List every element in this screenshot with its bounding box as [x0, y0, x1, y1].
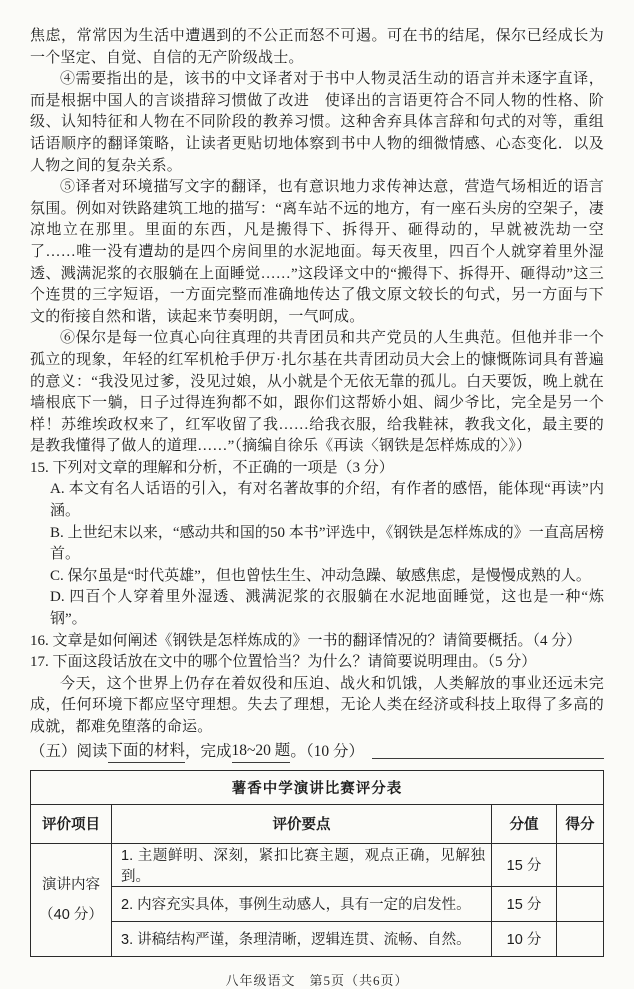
points-cell: 15 分 [492, 843, 557, 886]
table-row [31, 886, 604, 921]
passage-paragraph-6: ⑥保尔是每一位真心向往真理的共青团员和共产党员的人生典范。但他并非一个孤立的现象，年轻的红军机枪手伊万·扎尔基在共青团动员大会上的慷慨陈词具有普遍的意义：“我没见过爹，没见过娘，从小就是个无依无靠的孤儿。白天要饭，晚上就在墙根底下一躺，日子过得连狗都不如，跟你们这帮娇小姐、阔少爷比，完全是另一个样！苏维埃政权来了，红军收留了我……给我衣服，给我鞋袜，教我文化，最主要的是教我懂得了做人的道理……”（摘编自徐乐《再读〈钢铁是怎样炼成的〉》） [30, 330, 604, 455]
table-title-row [31, 770, 604, 804]
passage-paragraph-continuation: 焦虑，常常因为生活中遭遇到的不公正而怒不可遏。可在书的结尾，保尔已经成长为一个坚定、自觉、自信的无产阶级战士。 [30, 28, 604, 66]
section-5-heading-part: ，完成 [185, 742, 232, 760]
earned-score-cell [557, 886, 604, 921]
question-16-stem: 16. 文章是如何阐述《钢铁是怎样炼成的》一书的翻译情况的？请简要概括。（4 分） [30, 632, 582, 649]
question-15-stem: 15. 下列对文章的理解和分析，不正确的一项是（3 分） [30, 459, 394, 476]
column-header-item: 评价项目 [31, 804, 112, 843]
criteria-cell: 1. 主题鲜明、深刻，紧扣比赛主题，观点正确，见解独到。 [112, 843, 492, 886]
criteria-cell: 2. 内容充实具体，事例生动感人，具有一定的启发性。 [112, 886, 492, 921]
passage-paragraph-5: ⑤译者对环境描写文字的翻译，也有意识地力求传神达意，营造气场相近的语言氛围。例如对铁路建筑工地的描写：“离车站不远的地方，有一座石头房的空架子，凄凉地立在那里。里面的东西，凡是搬得下、拆得开、砸得动的，早就被洗劫一空了……唯一没有遭劫的是四个房间里的水泥地面。每天夜里，四百个人就穿着里外湿透、溅满泥浆的衣服躺在上面睡觉……”这段译文中的“搬得下、拆得开、砸得动”这三个连贯的三字短语，一方面完整而准确地传达了俄文原文较长的句式，另一方面与下文的衔接自然和谐，读起来节奏明朗，一气呵成。 [30, 179, 604, 325]
section-5-heading-part: 。（10 分） [290, 742, 364, 760]
question-15-option-a: A. 本文有名人话语的引入，有对名著故事的介绍，有作者的感悟，能体现“再读”内涵。 [50, 481, 604, 520]
question-17-quote: 今天，这个世界上仍存在着奴役和压迫、战火和饥饿，人类解放的事业还远未完成，任何环境下都应坚守理想。失去了理想，无论人类在经济或科技上取得了多高的成就，都难免堕落的命运。 [30, 675, 604, 735]
earned-score-cell [557, 843, 604, 886]
section-5-heading-part: （五）阅读 [30, 742, 108, 760]
question-15-option-c: C. 保尔虽是“时代英雄”，但也曾怯生生、冲动急躁、敏感焦虑，是慢慢成熟的人。 [50, 567, 591, 584]
table-row [31, 843, 604, 886]
section-5-heading-underlined-part: 18~20 题 [232, 740, 291, 763]
reading-passage [30, 26, 604, 458]
question-15-option-b: B. 上世纪末以来，“感动共和国的50 本书”评选中，《钢铁是怎样炼成的》一直高居榜首。 [50, 524, 604, 563]
table-title: 薯香中学演讲比赛评分表 [31, 770, 604, 804]
question-block [30, 458, 604, 739]
points-cell: 10 分 [492, 921, 557, 956]
page-footer: 八年级语文 第5页（共6页） [225, 972, 409, 988]
question-17-stem: 17. 下面这段话放在文中的哪个位置恰当？为什么？请简要说明理由。（5 分） [30, 654, 537, 671]
column-header-points: 分值 [492, 804, 557, 843]
scan-fold-line [372, 758, 604, 759]
column-header-criteria: 评价要点 [112, 804, 492, 843]
passage-paragraph-4: ④需要指出的是，该书的中文译者对于书中人物灵活生动的语言并未逐字直译，而是根据中国人的言谈措辞习惯做了改进 使译出的言语更符合不同人物的性格、阶级、认知特征和人物在不同阶段的教养习惯。这种舍弃具体言辞和句式的对等，重组话语顺序的翻译策略，让读者更贴切地体察到书中人物的细微情感、心态变化．以及人物之间的复杂关系。 [30, 71, 604, 174]
criteria-cell: 3. 讲稿结构严谨，条理清晰，逻辑连贯、流畅、自然。 [112, 921, 492, 956]
section-5-heading [30, 740, 604, 763]
table-row [31, 921, 604, 956]
points-cell: 15 分 [492, 886, 557, 921]
column-header-earned: 得分 [557, 804, 604, 843]
row-group-label-line1: 演讲内容 [42, 876, 100, 893]
section-5-heading-underlined-part: 下面的材料 [108, 740, 186, 763]
speech-contest-score-table [30, 770, 604, 957]
table-header-row [31, 804, 604, 843]
earned-score-cell [557, 921, 604, 956]
row-group-label [31, 843, 112, 956]
question-15-option-d: D. 四百个人穿着里外湿透、溅满泥浆的衣服躺在水泥地面睡觉，这也是一种“炼钢”。 [50, 589, 604, 628]
row-group-label-line2: （40 分） [39, 906, 103, 923]
